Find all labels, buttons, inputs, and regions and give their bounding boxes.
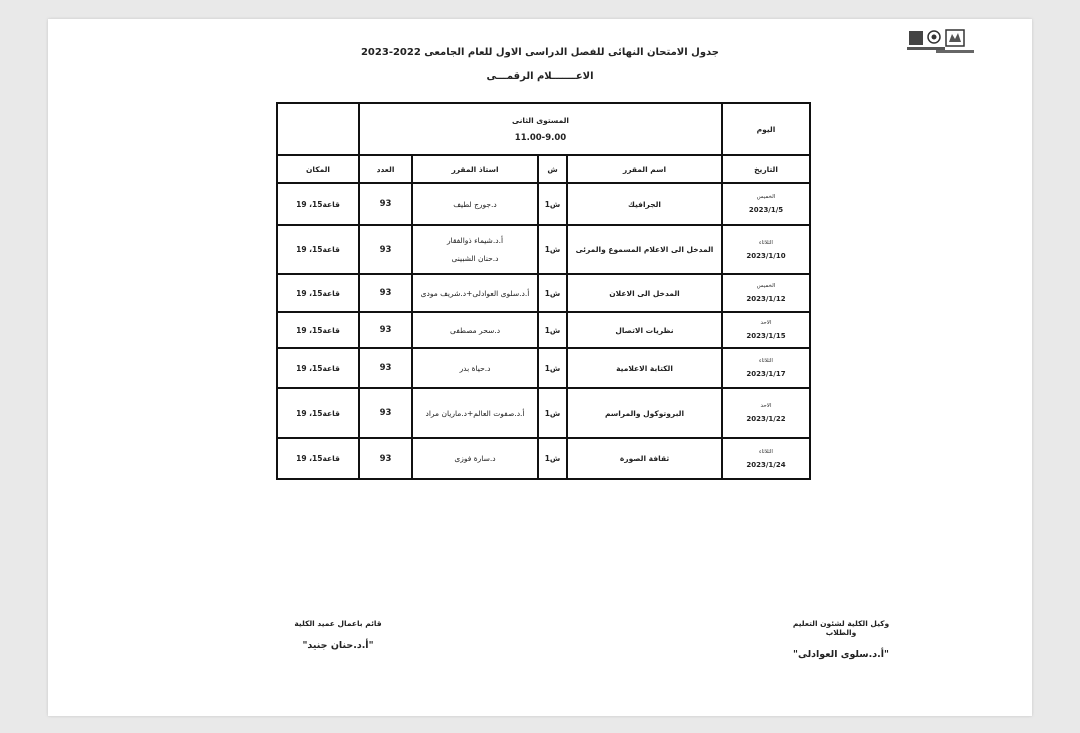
weekday: الثلاثاء	[759, 239, 773, 246]
student-count: 93	[379, 325, 392, 335]
column-header: التاريخ	[722, 155, 810, 183]
exam-location: قاعة15، 19	[296, 325, 340, 335]
instructor-cell	[412, 348, 538, 388]
course-name: الجرافيك	[628, 199, 661, 209]
instructor-name: أ.د.شيماء ذوالفقار	[446, 236, 504, 245]
student-count: 93	[379, 288, 392, 298]
count-cell	[359, 183, 412, 225]
section-cell	[538, 388, 567, 438]
instructor-name: د.سحر مصطفى	[449, 325, 501, 335]
count-cell	[359, 274, 412, 312]
course-name: المدخل الى الاعلان	[609, 288, 680, 298]
weekday: الخميس	[756, 194, 776, 200]
instructor-name: د.حنان الشبينى	[451, 254, 499, 263]
course-name: ثقافة الصورة	[619, 454, 670, 463]
section-code: ش1	[544, 454, 561, 463]
vice-dean-signature	[781, 619, 901, 660]
exam-schedule-table	[276, 102, 811, 480]
student-count: 93	[379, 199, 392, 209]
section-code: ش1	[544, 363, 561, 373]
instructor-cell	[412, 183, 538, 225]
course-name: المدخل الى الاعلام المسموع والمرئى	[575, 245, 714, 254]
exam-date: 2023/1/10	[746, 251, 786, 260]
exam-date: 2023/1/15	[746, 332, 786, 340]
column-header-row	[277, 155, 810, 183]
count-cell	[359, 348, 412, 388]
time-label: 11.00-9.00	[514, 132, 567, 143]
instructor-cell	[412, 438, 538, 479]
level-label: المستوى الثانى	[512, 115, 569, 125]
exam-location: قاعة15، 19	[296, 454, 340, 463]
instructor-name: د.حياة بدر	[459, 363, 491, 373]
course-cell	[567, 183, 722, 225]
instructor-cell	[412, 274, 538, 312]
count-cell	[359, 438, 412, 479]
dean-role: قائم باعمال عميد الكلية	[294, 619, 382, 628]
instructor-name: أ.د.سلوى العوادلى+د.شريف مودى	[420, 288, 530, 298]
weekday: الاحد	[760, 403, 772, 409]
section-code: ش1	[544, 325, 561, 335]
course-cell	[567, 312, 722, 348]
exam-location: قاعة15، 19	[296, 199, 340, 209]
department-subtitle: الاعـــــــلام الرقمـــى	[486, 71, 594, 82]
column-header: المكان	[277, 155, 359, 183]
course-cell	[567, 225, 722, 274]
date-cell	[722, 225, 810, 274]
exam-date: 2023/1/12	[746, 295, 786, 303]
student-count: 93	[379, 453, 392, 464]
section-cell	[538, 348, 567, 388]
weekday: الخميس	[756, 283, 776, 289]
course-cell	[567, 274, 722, 312]
course-cell	[567, 438, 722, 479]
dean-name: "أ.د.حنان جنيد"	[302, 640, 374, 651]
location-cell	[277, 183, 359, 225]
dean-signature	[288, 619, 388, 651]
exam-location: قاعة15، 19	[296, 245, 340, 254]
section-cell	[538, 183, 567, 225]
column-header: اسم المقرر	[567, 155, 722, 183]
vice-dean-name: "أ.د.سلوى العوادلى"	[793, 649, 889, 660]
location-cell	[277, 348, 359, 388]
section-code: ش1	[544, 199, 561, 209]
day-label-cell	[722, 103, 810, 155]
weekday: الاحد	[760, 320, 772, 326]
exam-location: قاعة15، 19	[296, 408, 340, 418]
course-cell	[567, 388, 722, 438]
location-cell	[277, 438, 359, 479]
column-header: ش	[538, 155, 567, 183]
course-cell	[567, 348, 722, 388]
date-cell	[722, 183, 810, 225]
exam-location: قاعة15، 19	[296, 363, 340, 373]
vice-dean-role: وكيل الكلية لشئون التعليم والطلاب	[792, 619, 890, 637]
location-cell	[277, 388, 359, 438]
table-row	[277, 312, 810, 348]
empty-header-cell	[277, 103, 359, 155]
day-label: اليوم	[756, 124, 776, 134]
date-cell	[722, 438, 810, 479]
exam-date: 2023/1/17	[746, 370, 786, 378]
section-cell	[538, 225, 567, 274]
weekday: الثلاثاء	[759, 358, 773, 364]
count-cell	[359, 388, 412, 438]
section-cell	[538, 274, 567, 312]
table-top-header-row	[277, 103, 810, 155]
instructor-name: أ.د.صفوت العالم+د.ماريان مراد	[425, 408, 525, 418]
course-name: البروتوكول والمراسم	[604, 408, 685, 418]
table-row	[277, 348, 810, 388]
section-code: ش1	[544, 408, 561, 418]
exam-date: 2023/1/24	[746, 460, 786, 469]
date-cell	[722, 312, 810, 348]
date-cell	[722, 348, 810, 388]
table-row	[277, 274, 810, 312]
exam-schedule-title: جدول الامتحان النهائى للفصل الدراسى الاول للعام الجامعى 2022-2023	[360, 47, 720, 58]
instructor-name: د.سارة فوزى	[454, 454, 496, 463]
weekday: الثلاثاء	[759, 448, 773, 455]
document-page	[48, 19, 1032, 716]
date-cell	[722, 388, 810, 438]
section-code: ش1	[544, 245, 561, 254]
level-time-cell	[359, 103, 722, 155]
instructor-name: د.جورج لطيف	[453, 199, 497, 209]
column-header: العدد	[359, 155, 412, 183]
exam-date: 2023/1/22	[746, 415, 786, 423]
exam-location: قاعة15، 19	[296, 288, 340, 298]
count-cell	[359, 225, 412, 274]
section-cell	[538, 438, 567, 479]
course-name: نظريات الاتصال	[615, 325, 674, 335]
table-row	[277, 183, 810, 225]
table-row	[277, 225, 810, 274]
instructor-cell	[412, 312, 538, 348]
instructor-cell	[412, 388, 538, 438]
location-cell	[277, 225, 359, 274]
section-code: ش1	[544, 288, 561, 298]
table-row	[277, 388, 810, 438]
location-cell	[277, 274, 359, 312]
section-cell	[538, 312, 567, 348]
column-header: استاذ المقرر	[412, 155, 538, 183]
table-row	[277, 438, 810, 479]
exam-date: 2023/1/5	[748, 206, 784, 214]
instructor-cell	[412, 225, 538, 274]
date-cell	[722, 274, 810, 312]
student-count: 93	[379, 244, 392, 255]
course-name: الكتابة الاعلامية	[616, 363, 673, 373]
location-cell	[277, 312, 359, 348]
student-count: 93	[379, 408, 392, 418]
student-count: 93	[379, 363, 392, 373]
count-cell	[359, 312, 412, 348]
